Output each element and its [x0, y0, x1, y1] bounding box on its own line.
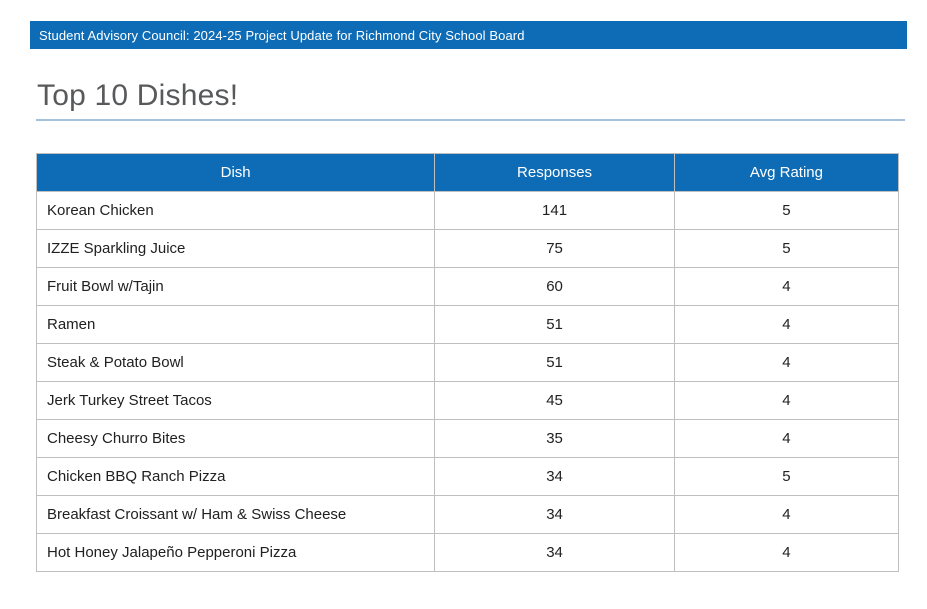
responses-cell: 45: [435, 382, 675, 420]
avg-rating-cell: 4: [674, 382, 898, 420]
dishes-table: [36, 153, 899, 572]
dish-cell: Cheesy Churro Bites: [37, 420, 435, 458]
slide-banner: [30, 21, 907, 49]
dish-cell: Hot Honey Jalapeño Pepperoni Pizza: [37, 534, 435, 572]
avg-rating-cell: 5: [674, 230, 898, 268]
responses-cell: 34: [435, 496, 675, 534]
avg-rating-cell: 4: [674, 534, 898, 572]
table-row: [37, 534, 899, 572]
table-row: [37, 458, 899, 496]
table-row: [37, 496, 899, 534]
column-header-dish: Dish: [37, 154, 435, 192]
table-row: [37, 306, 899, 344]
avg-rating-cell: 4: [674, 306, 898, 344]
responses-cell: 141: [435, 192, 675, 230]
dishes-table-container: [36, 153, 899, 572]
responses-cell: 51: [435, 306, 675, 344]
column-header-avg-rating: Avg Rating: [674, 154, 898, 192]
column-header-responses: Responses: [435, 154, 675, 192]
table-row: [37, 420, 899, 458]
banner-title: Student Advisory Council: 2024-25 Project Update for Richmond City School Board: [39, 27, 525, 43]
responses-cell: 35: [435, 420, 675, 458]
responses-cell: 60: [435, 268, 675, 306]
avg-rating-cell: 4: [674, 420, 898, 458]
table-header-row: [37, 154, 899, 192]
responses-cell: 34: [435, 458, 675, 496]
dish-cell: Chicken BBQ Ranch Pizza: [37, 458, 435, 496]
table-row: [37, 344, 899, 382]
dish-cell: IZZE Sparkling Juice: [37, 230, 435, 268]
responses-cell: 34: [435, 534, 675, 572]
dish-cell: Jerk Turkey Street Tacos: [37, 382, 435, 420]
page-title: Top 10 Dishes!: [37, 79, 239, 112]
dish-cell: Steak & Potato Bowl: [37, 344, 435, 382]
table-row: [37, 382, 899, 420]
avg-rating-cell: 4: [674, 268, 898, 306]
dish-cell: Korean Chicken: [37, 192, 435, 230]
dish-cell: Ramen: [37, 306, 435, 344]
avg-rating-cell: 4: [674, 496, 898, 534]
avg-rating-cell: 4: [674, 344, 898, 382]
avg-rating-cell: 5: [674, 458, 898, 496]
responses-cell: 75: [435, 230, 675, 268]
table-body: [37, 192, 899, 572]
table-row: [37, 268, 899, 306]
dish-cell: Fruit Bowl w/Tajin: [37, 268, 435, 306]
dish-cell: Breakfast Croissant w/ Ham & Swiss Cheese: [37, 496, 435, 534]
title-underline: [36, 119, 905, 121]
responses-cell: 51: [435, 344, 675, 382]
table-row: [37, 192, 899, 230]
table-row: [37, 230, 899, 268]
avg-rating-cell: 5: [674, 192, 898, 230]
